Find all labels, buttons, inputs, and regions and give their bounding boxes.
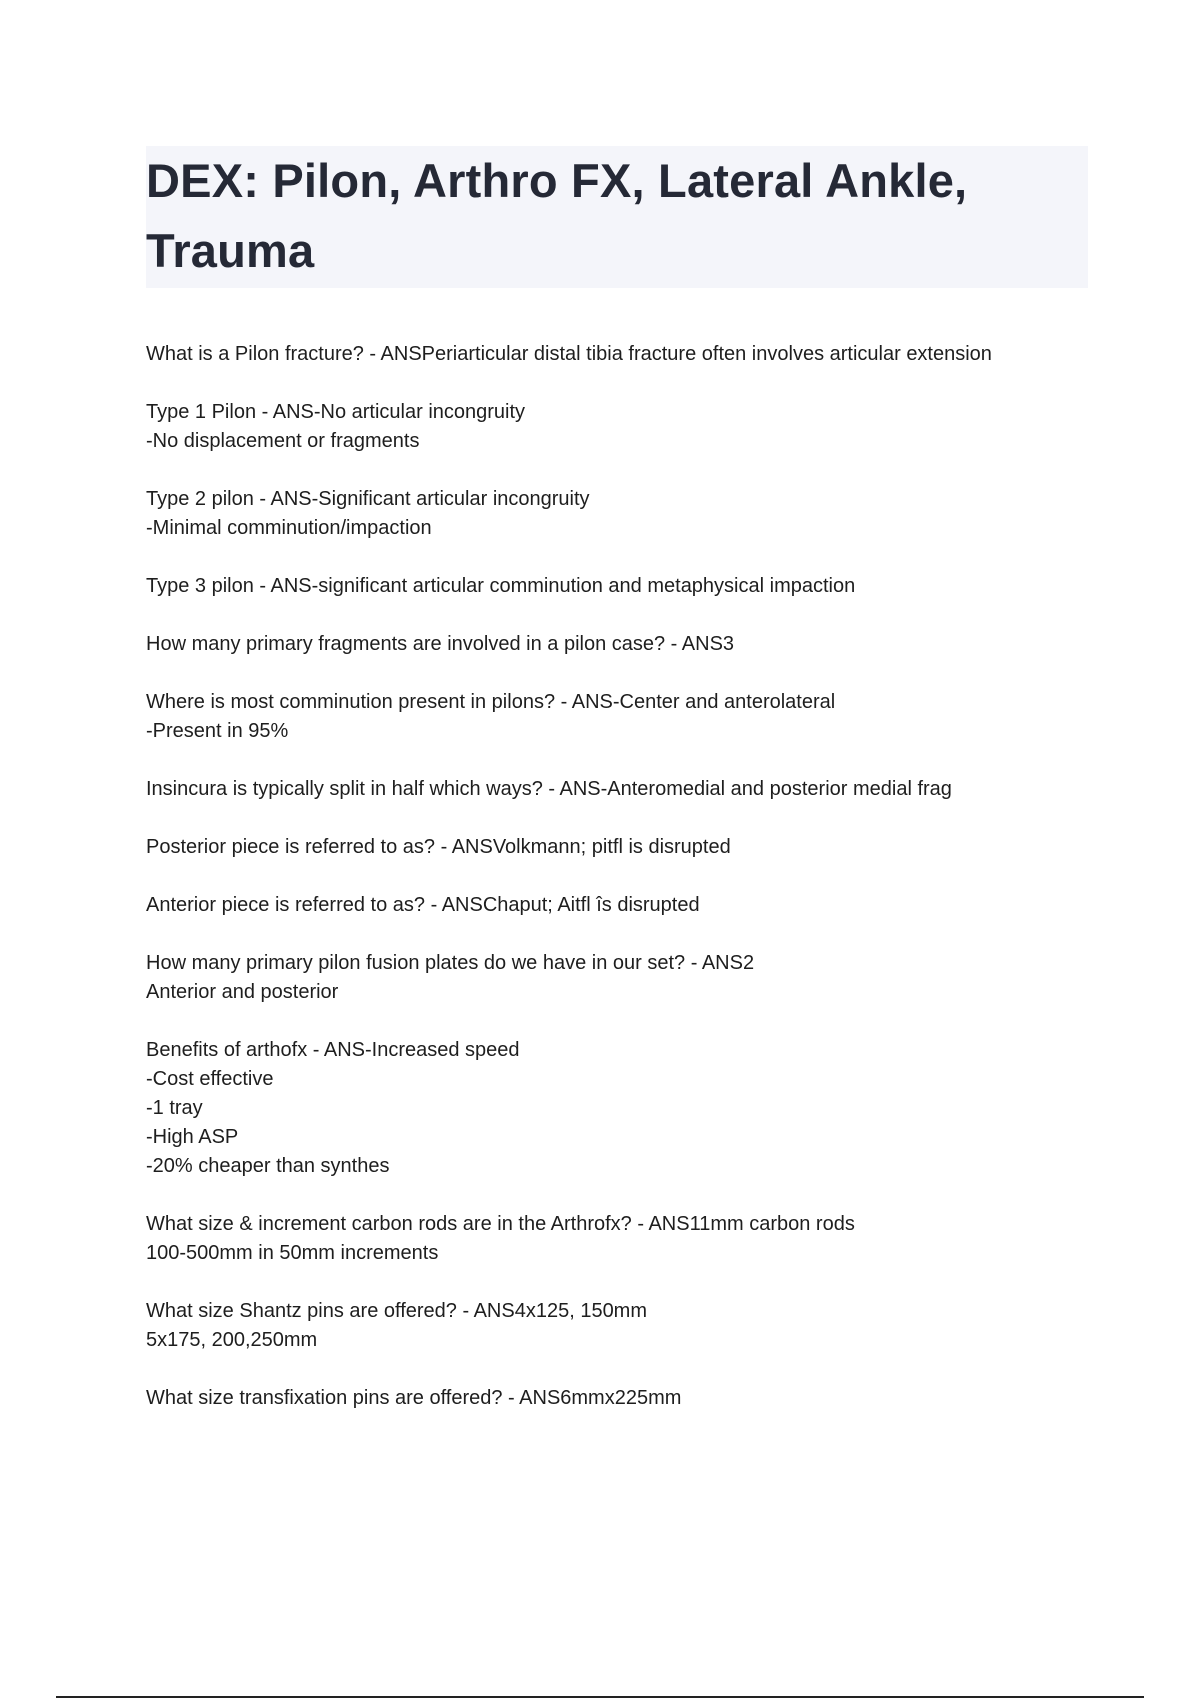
qa-entry: Posterior piece is referred to as? - ANSVolkmann; pitfl is disrupted [146, 836, 731, 858]
qa-entry: How many primary pilon fusion plates do we have in our set? - ANS2 Anterior and posterior [146, 952, 755, 1003]
footer-divider [56, 1696, 1144, 1698]
qa-entry: Where is most comminution present in pilons? - ANS-Center and anterolateral -Present in 95% [146, 691, 836, 742]
qa-entry: Anterior piece is referred to as? - ANSChaput; Aitfl îs disrupted [146, 894, 700, 916]
qa-entry: What size transfixation pins are offered? - ANS6mmx225mm [146, 1387, 682, 1409]
page-title: DEX: Pilon, Arthro FX, Lateral Ankle, Trauma [146, 154, 968, 277]
qa-entry: How many primary fragments are involved in a pilon case? - ANS3 [146, 633, 735, 655]
qa-entry: Benefits of arthofx - ANS-Increased speed -Cost effective -1 tray -High ASP -20% cheaper than synthes [146, 1039, 520, 1177]
qa-entry: What size & increment carbon rods are in the Arthrofx? - ANS11mm carbon rods 100-500mm in 50mm increments [146, 1213, 855, 1264]
title-banner [146, 146, 1088, 288]
qa-entry: Insincura is typically split in half which ways? - ANS-Anteromedial and posterior medial frag [146, 778, 952, 800]
qa-entry: What size Shantz pins are offered? - ANS4x125, 150mm 5x175, 200,250mm [146, 1300, 648, 1351]
qa-entry: Type 2 pilon - ANS-Significant articular incongruity -Minimal comminution/impaction [146, 488, 590, 539]
qa-list [146, 340, 1106, 1442]
qa-entry: Type 3 pilon - ANS-significant articular comminution and metaphysical impaction [146, 575, 856, 597]
qa-entry: Type 1 Pilon - ANS-No articular incongruity -No displacement or fragments [146, 401, 526, 452]
qa-entry: What is a Pilon fracture? - ANSPeriarticular distal tibia fracture often involves articular extension [146, 343, 992, 365]
